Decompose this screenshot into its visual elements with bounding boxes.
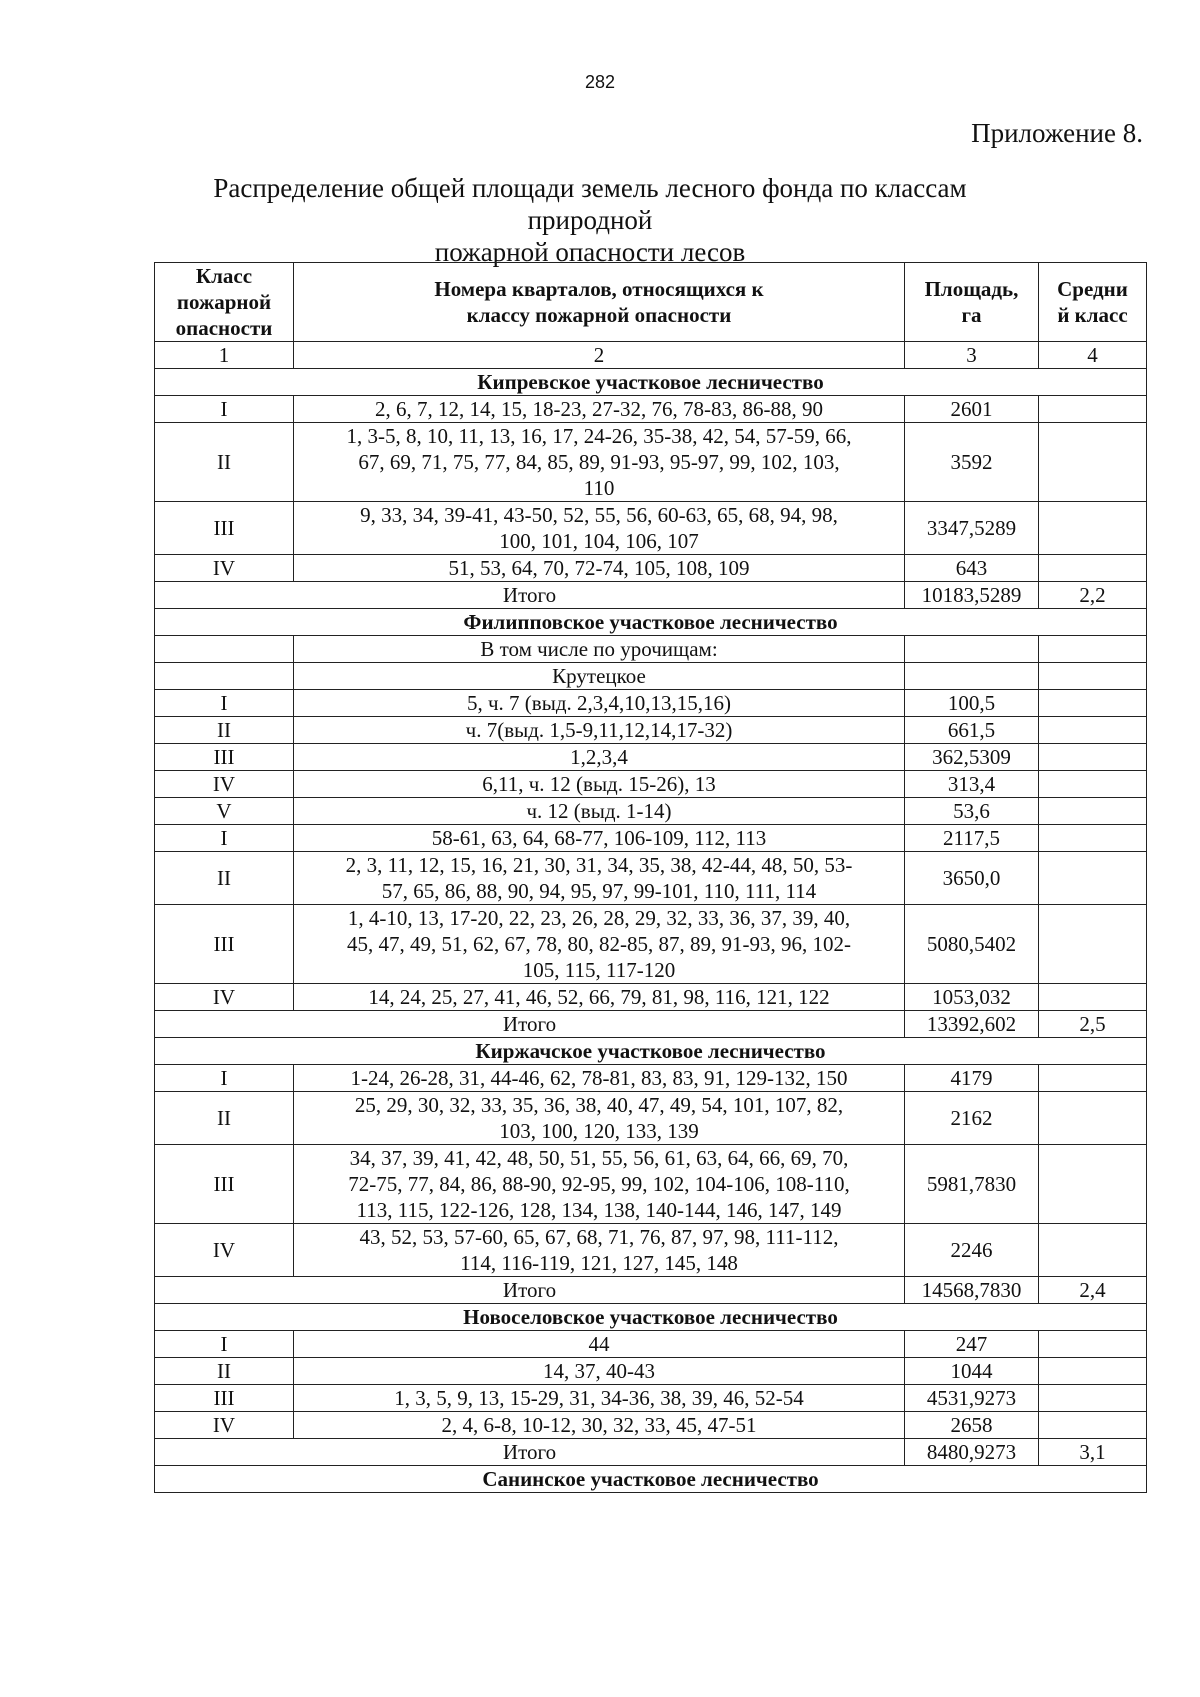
total-label: Итого (155, 1439, 905, 1466)
average-class: 2,5 (1039, 1011, 1147, 1038)
title-line-1: Распределение общей площади земель лесного фонда по классам природной (213, 173, 967, 235)
total-area: 14568,7830 (905, 1277, 1039, 1304)
total-label: Итого (155, 1011, 905, 1038)
fire-class: IV (155, 555, 294, 582)
section-row (155, 369, 1147, 396)
page-number: 282 (584, 72, 616, 92)
quarter-numbers-line: 25, 29, 30, 32, 33, 35, 36, 38, 40, 47, 49, 54, 101, 107, 82, (354, 1093, 844, 1117)
fire-class: III (155, 1145, 294, 1224)
section-row (155, 1304, 1147, 1331)
quarter-numbers-line: 103, 100, 120, 133, 139 (499, 1119, 699, 1143)
total-row (155, 582, 1147, 609)
area-value: 643 (905, 555, 1039, 582)
average-class-empty (1039, 798, 1147, 825)
column-number: 2 (294, 342, 905, 369)
table-row (155, 1385, 1147, 1412)
average-class-empty (1039, 423, 1147, 502)
area-value: 661,5 (905, 717, 1039, 744)
area-value: 3650,0 (905, 852, 1039, 905)
fire-class: II (155, 1358, 294, 1385)
quarter-numbers-line: 9, 33, 34, 39-41, 43-50, 52, 55, 56, 60-63, 65, 68, 94, 98, (360, 503, 838, 527)
area-value: 4179 (905, 1065, 1039, 1092)
quarter-numbers-line: 1-24, 26-28, 31, 44-46, 62, 78-81, 83, 83, 91, 129-132, 150 (350, 1066, 848, 1090)
fire-class: IV (155, 771, 294, 798)
section-row (155, 609, 1147, 636)
average-class-empty (1039, 1385, 1147, 1412)
fire-class: V (155, 798, 294, 825)
table-row (155, 798, 1147, 825)
quarter-numbers (294, 1412, 905, 1439)
header-class: Класс пожарной опасности (155, 263, 294, 342)
area-value: 247 (905, 1331, 1039, 1358)
table-row (155, 717, 1147, 744)
quarter-numbers (294, 1224, 905, 1277)
fire-class: I (155, 690, 294, 717)
fire-class: I (155, 825, 294, 852)
total-row (155, 1277, 1147, 1304)
area-value: 2601 (905, 396, 1039, 423)
area-value: 3592 (905, 423, 1039, 502)
appendix-label: Приложение 8. (971, 118, 1143, 148)
quarter-numbers (294, 636, 905, 663)
quarter-numbers-line: 1, 3, 5, 9, 13, 15-29, 31, 34-36, 38, 39, 46, 52-54 (394, 1386, 804, 1410)
quarter-numbers-line: 1,2,3,4 (570, 745, 628, 769)
total-area: 8480,9273 (905, 1439, 1039, 1466)
total-label: Итого (155, 1277, 905, 1304)
quarter-numbers (294, 825, 905, 852)
header-quarters: Номера кварталов, относящихся к классу пожарной опасности (294, 263, 905, 342)
fire-class: II (155, 1092, 294, 1145)
fire-class (155, 663, 294, 690)
section-name: Санинское участковое лесничество (155, 1466, 1147, 1493)
table-row (155, 663, 1147, 690)
quarter-numbers-line: 2, 3, 11, 12, 15, 16, 21, 30, 31, 34, 35, 38, 42-44, 48, 50, 53- (345, 853, 853, 877)
fire-class: IV (155, 1224, 294, 1277)
average-class: 3,1 (1039, 1439, 1147, 1466)
average-class-empty (1039, 1145, 1147, 1224)
table-row (155, 690, 1147, 717)
fire-class: I (155, 396, 294, 423)
quarter-numbers (294, 1092, 905, 1145)
quarter-numbers (294, 1145, 905, 1224)
fire-class: I (155, 1065, 294, 1092)
table-row (155, 1065, 1147, 1092)
quarter-numbers (294, 690, 905, 717)
fire-class: II (155, 423, 294, 502)
quarter-numbers-line: 2, 6, 7, 12, 14, 15, 18-23, 27-32, 76, 78-83, 86-88, 90 (375, 397, 823, 421)
area-value: 5981,7830 (905, 1145, 1039, 1224)
quarter-numbers-line: ч. 12 (выд. 1-14) (526, 799, 672, 823)
quarter-numbers (294, 396, 905, 423)
header-area: Площадь, га (905, 263, 1039, 342)
section-name: Филипповское участковое лесничество (155, 609, 1147, 636)
average-class-empty (1039, 1224, 1147, 1277)
average-class-empty (1039, 1092, 1147, 1145)
quarter-numbers-line: 100, 101, 104, 106, 107 (499, 529, 699, 553)
table-header-row (155, 263, 1147, 342)
average-class-empty (1039, 984, 1147, 1011)
average-class-empty (1039, 771, 1147, 798)
table-row (155, 1331, 1147, 1358)
quarter-numbers-line: 57, 65, 86, 88, 90, 94, 95, 97, 99-101, 110, 111, 114 (381, 879, 817, 903)
table-row (155, 1358, 1147, 1385)
average-class-empty (1039, 636, 1147, 663)
section-name: Новоселовское участковое лесничество (155, 1304, 1147, 1331)
area-value: 2246 (905, 1224, 1039, 1277)
quarter-numbers-line: В том числе по урочищам: (480, 637, 718, 661)
area-value: 2117,5 (905, 825, 1039, 852)
average-class-empty (1039, 502, 1147, 555)
table-row (155, 1412, 1147, 1439)
average-class-empty (1039, 690, 1147, 717)
total-label: Итого (155, 582, 905, 609)
area-value (905, 663, 1039, 690)
quarter-numbers (294, 717, 905, 744)
table-row (155, 423, 1147, 502)
quarter-numbers (294, 502, 905, 555)
area-value: 4531,9273 (905, 1385, 1039, 1412)
table-row (155, 852, 1147, 905)
fire-class: III (155, 502, 294, 555)
table-row (155, 744, 1147, 771)
quarter-numbers (294, 1358, 905, 1385)
quarter-numbers-line: 2, 4, 6-8, 10-12, 30, 32, 33, 45, 47-51 (441, 1413, 757, 1437)
quarter-numbers-line: 14, 37, 40-43 (543, 1359, 655, 1383)
average-class: 2,2 (1039, 582, 1147, 609)
quarter-numbers (294, 423, 905, 502)
table-row (155, 1092, 1147, 1145)
table-row (155, 636, 1147, 663)
quarter-numbers-line: 72-75, 77, 84, 86, 88-90, 92-95, 99, 102, 104-106, 108-110, (348, 1172, 850, 1196)
quarter-numbers (294, 1385, 905, 1412)
area-value: 362,5309 (905, 744, 1039, 771)
section-name: Кипревское участковое лесничество (155, 369, 1147, 396)
document-title (160, 172, 1020, 268)
area-value: 1044 (905, 1358, 1039, 1385)
table-body (155, 369, 1147, 1493)
table-row (155, 905, 1147, 984)
fire-class: IV (155, 984, 294, 1011)
table-row (155, 396, 1147, 423)
total-row (155, 1011, 1147, 1038)
column-number: 3 (905, 342, 1039, 369)
area-value: 1053,032 (905, 984, 1039, 1011)
quarter-numbers-line: 1, 3-5, 8, 10, 11, 13, 16, 17, 24-26, 35-38, 42, 54, 57-59, 66, (346, 424, 852, 448)
title-line-2: пожарной опасности лесов (434, 237, 746, 267)
column-number: 1 (155, 342, 294, 369)
quarter-numbers (294, 905, 905, 984)
quarter-numbers-line: 110 (583, 476, 615, 500)
quarter-numbers (294, 984, 905, 1011)
section-name: Киржачское участковое лесничество (155, 1038, 1147, 1065)
fire-class: II (155, 717, 294, 744)
average-class-empty (1039, 825, 1147, 852)
quarter-numbers-line: 114, 116-119, 121, 127, 145, 148 (460, 1251, 738, 1275)
average-class-empty (1039, 555, 1147, 582)
quarter-numbers (294, 663, 905, 690)
fire-class: I (155, 1331, 294, 1358)
fire-danger-table (154, 262, 1147, 1493)
average-class-empty (1039, 1331, 1147, 1358)
quarter-numbers-line: 44 (588, 1332, 610, 1356)
quarter-numbers-line: 51, 53, 64, 70, 72-74, 105, 108, 109 (448, 556, 750, 580)
quarter-numbers-line: 1, 4-10, 13, 17-20, 22, 23, 26, 28, 29, 32, 33, 36, 37, 39, 40, (347, 906, 851, 930)
quarter-numbers (294, 1331, 905, 1358)
average-class-empty (1039, 396, 1147, 423)
table-row (155, 984, 1147, 1011)
average-class-empty (1039, 717, 1147, 744)
area-value: 53,6 (905, 798, 1039, 825)
average-class-empty (1039, 852, 1147, 905)
column-number-row (155, 342, 1147, 369)
total-area: 10183,5289 (905, 582, 1039, 609)
column-number: 4 (1039, 342, 1147, 369)
average-class-empty (1039, 663, 1147, 690)
quarter-numbers-line: 14, 24, 25, 27, 41, 46, 52, 66, 79, 81, 98, 116, 121, 122 (368, 985, 830, 1009)
quarter-numbers-line: 105, 115, 117-120 (522, 958, 676, 982)
quarter-numbers-line: ч. 7(выд. 1,5-9,11,12,14,17-32) (465, 718, 733, 742)
quarter-numbers-line: 34, 37, 39, 41, 42, 48, 50, 51, 55, 56, 61, 63, 64, 66, 69, 70, (349, 1146, 849, 1170)
quarter-numbers-line: 58-61, 63, 64, 68-77, 106-109, 112, 113 (431, 826, 767, 850)
quarter-numbers (294, 798, 905, 825)
average-class-empty (1039, 1065, 1147, 1092)
quarter-numbers (294, 1065, 905, 1092)
quarter-numbers-line: 113, 115, 122-126, 128, 134, 138, 140-144, 146, 147, 149 (356, 1198, 842, 1222)
fire-class (155, 636, 294, 663)
average-class-empty (1039, 744, 1147, 771)
average-class-empty (1039, 1412, 1147, 1439)
quarter-numbers-line: Крутецкое (552, 664, 646, 688)
quarter-numbers-line: 5, ч. 7 (выд. 2,3,4,10,13,15,16) (466, 691, 731, 715)
table-row (155, 1145, 1147, 1224)
quarter-numbers (294, 744, 905, 771)
table-row (155, 771, 1147, 798)
average-class-empty (1039, 1358, 1147, 1385)
area-value (905, 636, 1039, 663)
fire-class: III (155, 905, 294, 984)
total-row (155, 1439, 1147, 1466)
quarter-numbers-line: 67, 69, 71, 75, 77, 84, 85, 89, 91-93, 95-97, 99, 102, 103, (358, 450, 840, 474)
area-value: 3347,5289 (905, 502, 1039, 555)
table-row (155, 502, 1147, 555)
table-row (155, 1224, 1147, 1277)
total-area: 13392,602 (905, 1011, 1039, 1038)
fire-class: II (155, 852, 294, 905)
fire-class: IV (155, 1412, 294, 1439)
table-row (155, 555, 1147, 582)
table-row (155, 825, 1147, 852)
quarter-numbers-line: 45, 47, 49, 51, 62, 67, 78, 80, 82-85, 87, 89, 91-93, 96, 102- (347, 932, 851, 956)
header-average-class: Средни й класс (1039, 263, 1147, 342)
section-row (155, 1466, 1147, 1493)
area-value: 2162 (905, 1092, 1039, 1145)
fire-class: III (155, 1385, 294, 1412)
quarter-numbers-line: 6,11, ч. 12 (выд. 15-26), 13 (482, 772, 716, 796)
average-class-empty (1039, 905, 1147, 984)
fire-class: III (155, 744, 294, 771)
area-value: 313,4 (905, 771, 1039, 798)
quarter-numbers (294, 771, 905, 798)
quarter-numbers-line: 43, 52, 53, 57-60, 65, 67, 68, 71, 76, 87, 97, 98, 111-112, (359, 1225, 839, 1249)
area-value: 2658 (905, 1412, 1039, 1439)
section-row (155, 1038, 1147, 1065)
quarter-numbers (294, 852, 905, 905)
area-value: 5080,5402 (905, 905, 1039, 984)
average-class: 2,4 (1039, 1277, 1147, 1304)
quarter-numbers (294, 555, 905, 582)
area-value: 100,5 (905, 690, 1039, 717)
